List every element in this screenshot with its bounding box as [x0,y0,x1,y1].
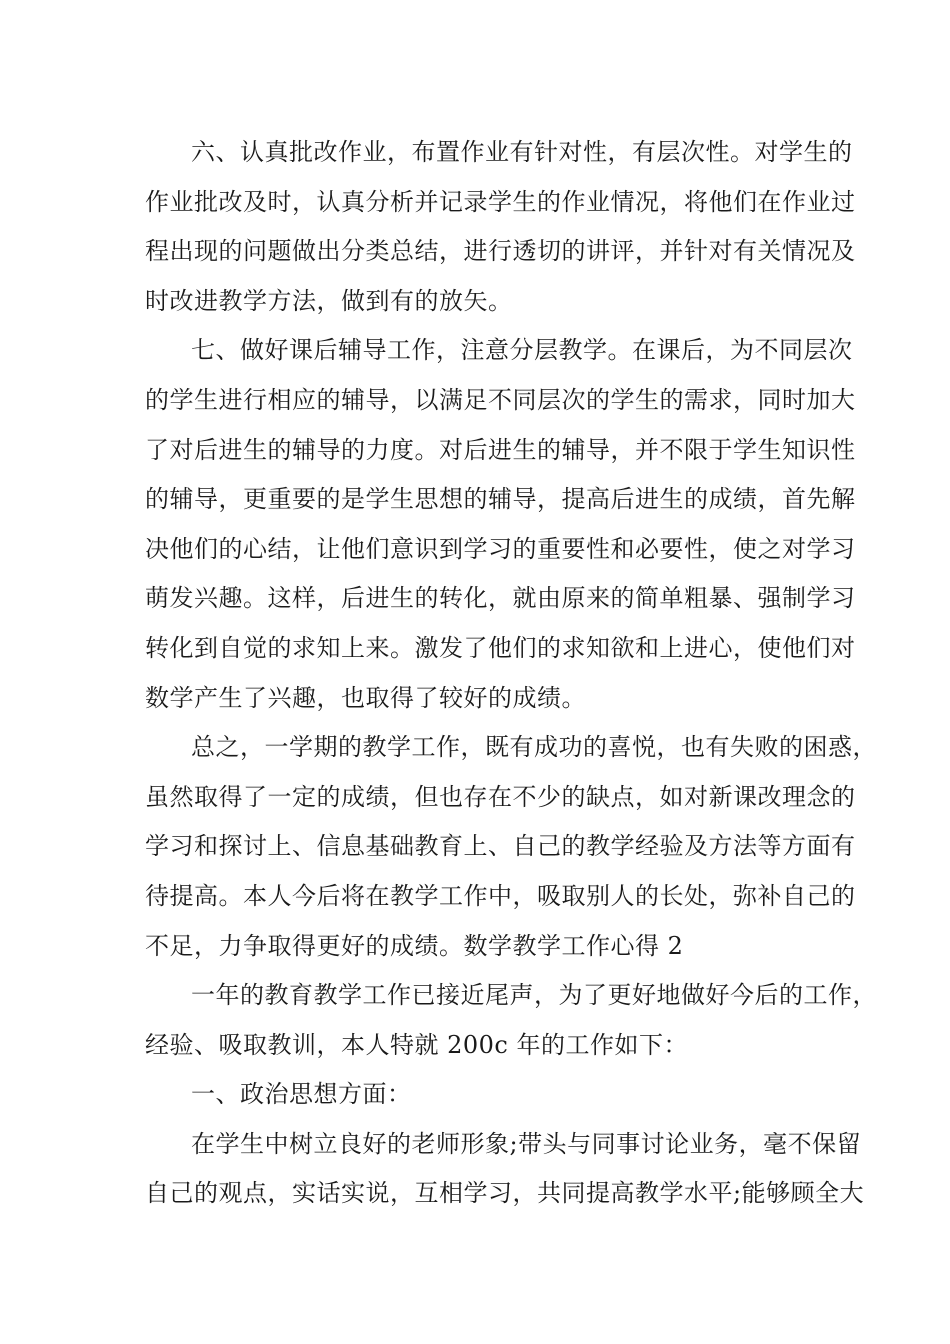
text-line: 不足，力争取得更好的成绩。数学教学工作心得 2 [145,931,684,960]
text-line: 七、做好课后辅导工作，注意分层教学。在课后，为不同层次 [191,336,853,365]
text-line: 虽然取得了一定的成绩，但也存在不少的缺点，如对新课改理念的 [145,782,856,811]
text-line: 程出现的问题做出分类总结，进行透切的讲评，并针对有关情况及 [145,237,856,266]
text-line: 待提高。本人今后将在教学工作中，吸取别人的长处，弥补自己的 [145,881,856,910]
text-line: 学习和探讨上、信息基础教育上、自己的教学经验及方法等方面有 [145,832,856,861]
text-line: 时改进教学方法，做到有的放矢。 [145,286,513,315]
text-line: 数学产生了兴趣，也取得了较好的成绩。 [145,683,586,712]
text-line: 一年的教育教学工作已接近尾声，为了更好地做好今后的工作， [191,981,877,1010]
text-line: 六、认真批改作业，布置作业有针对性，有层次性。对学生的 [191,138,853,166]
text-line: 一、政治思想方面： [191,1080,412,1109]
text-line: 了对后进生的辅导的力度。对后进生的辅导，并不限于学生知识性 [145,435,856,464]
text-line: 决他们的心结，让他们意识到学习的重要性和必要性，使之对学习 [145,534,856,563]
document-body [145,128,877,1219]
text-line: 转化到自觉的求知上来。激发了他们的求知欲和上进心，使他们对 [145,633,856,662]
text-line: 作业批改及时，认真分析并记录学生的作业情况，将他们在作业过 [145,187,856,216]
text-line: 总之，一学期的教学工作，既有成功的喜悦，也有失败的困惑， [191,733,877,762]
text-line: 自己的观点，实话实说，互相学习，共同提高教学水平;能够顾全大 [145,1179,865,1208]
text-line: 在学生中树立良好的老师形象;带头与同事讨论业务，毫不保留 [191,1129,862,1158]
text-line: 的辅导，更重要的是学生思想的辅导，提高后进生的成绩，首先解 [145,485,856,514]
text-line: 萌发兴趣。这样，后进生的转化，就由原来的简单粗暴、强制学习 [145,584,856,613]
text-line: 经验、吸取教训，本人特就 200c 年的工作如下： [145,1030,689,1059]
text-line: 的学生进行相应的辅导，以满足不同层次的学生的需求，同时加大 [145,385,856,414]
